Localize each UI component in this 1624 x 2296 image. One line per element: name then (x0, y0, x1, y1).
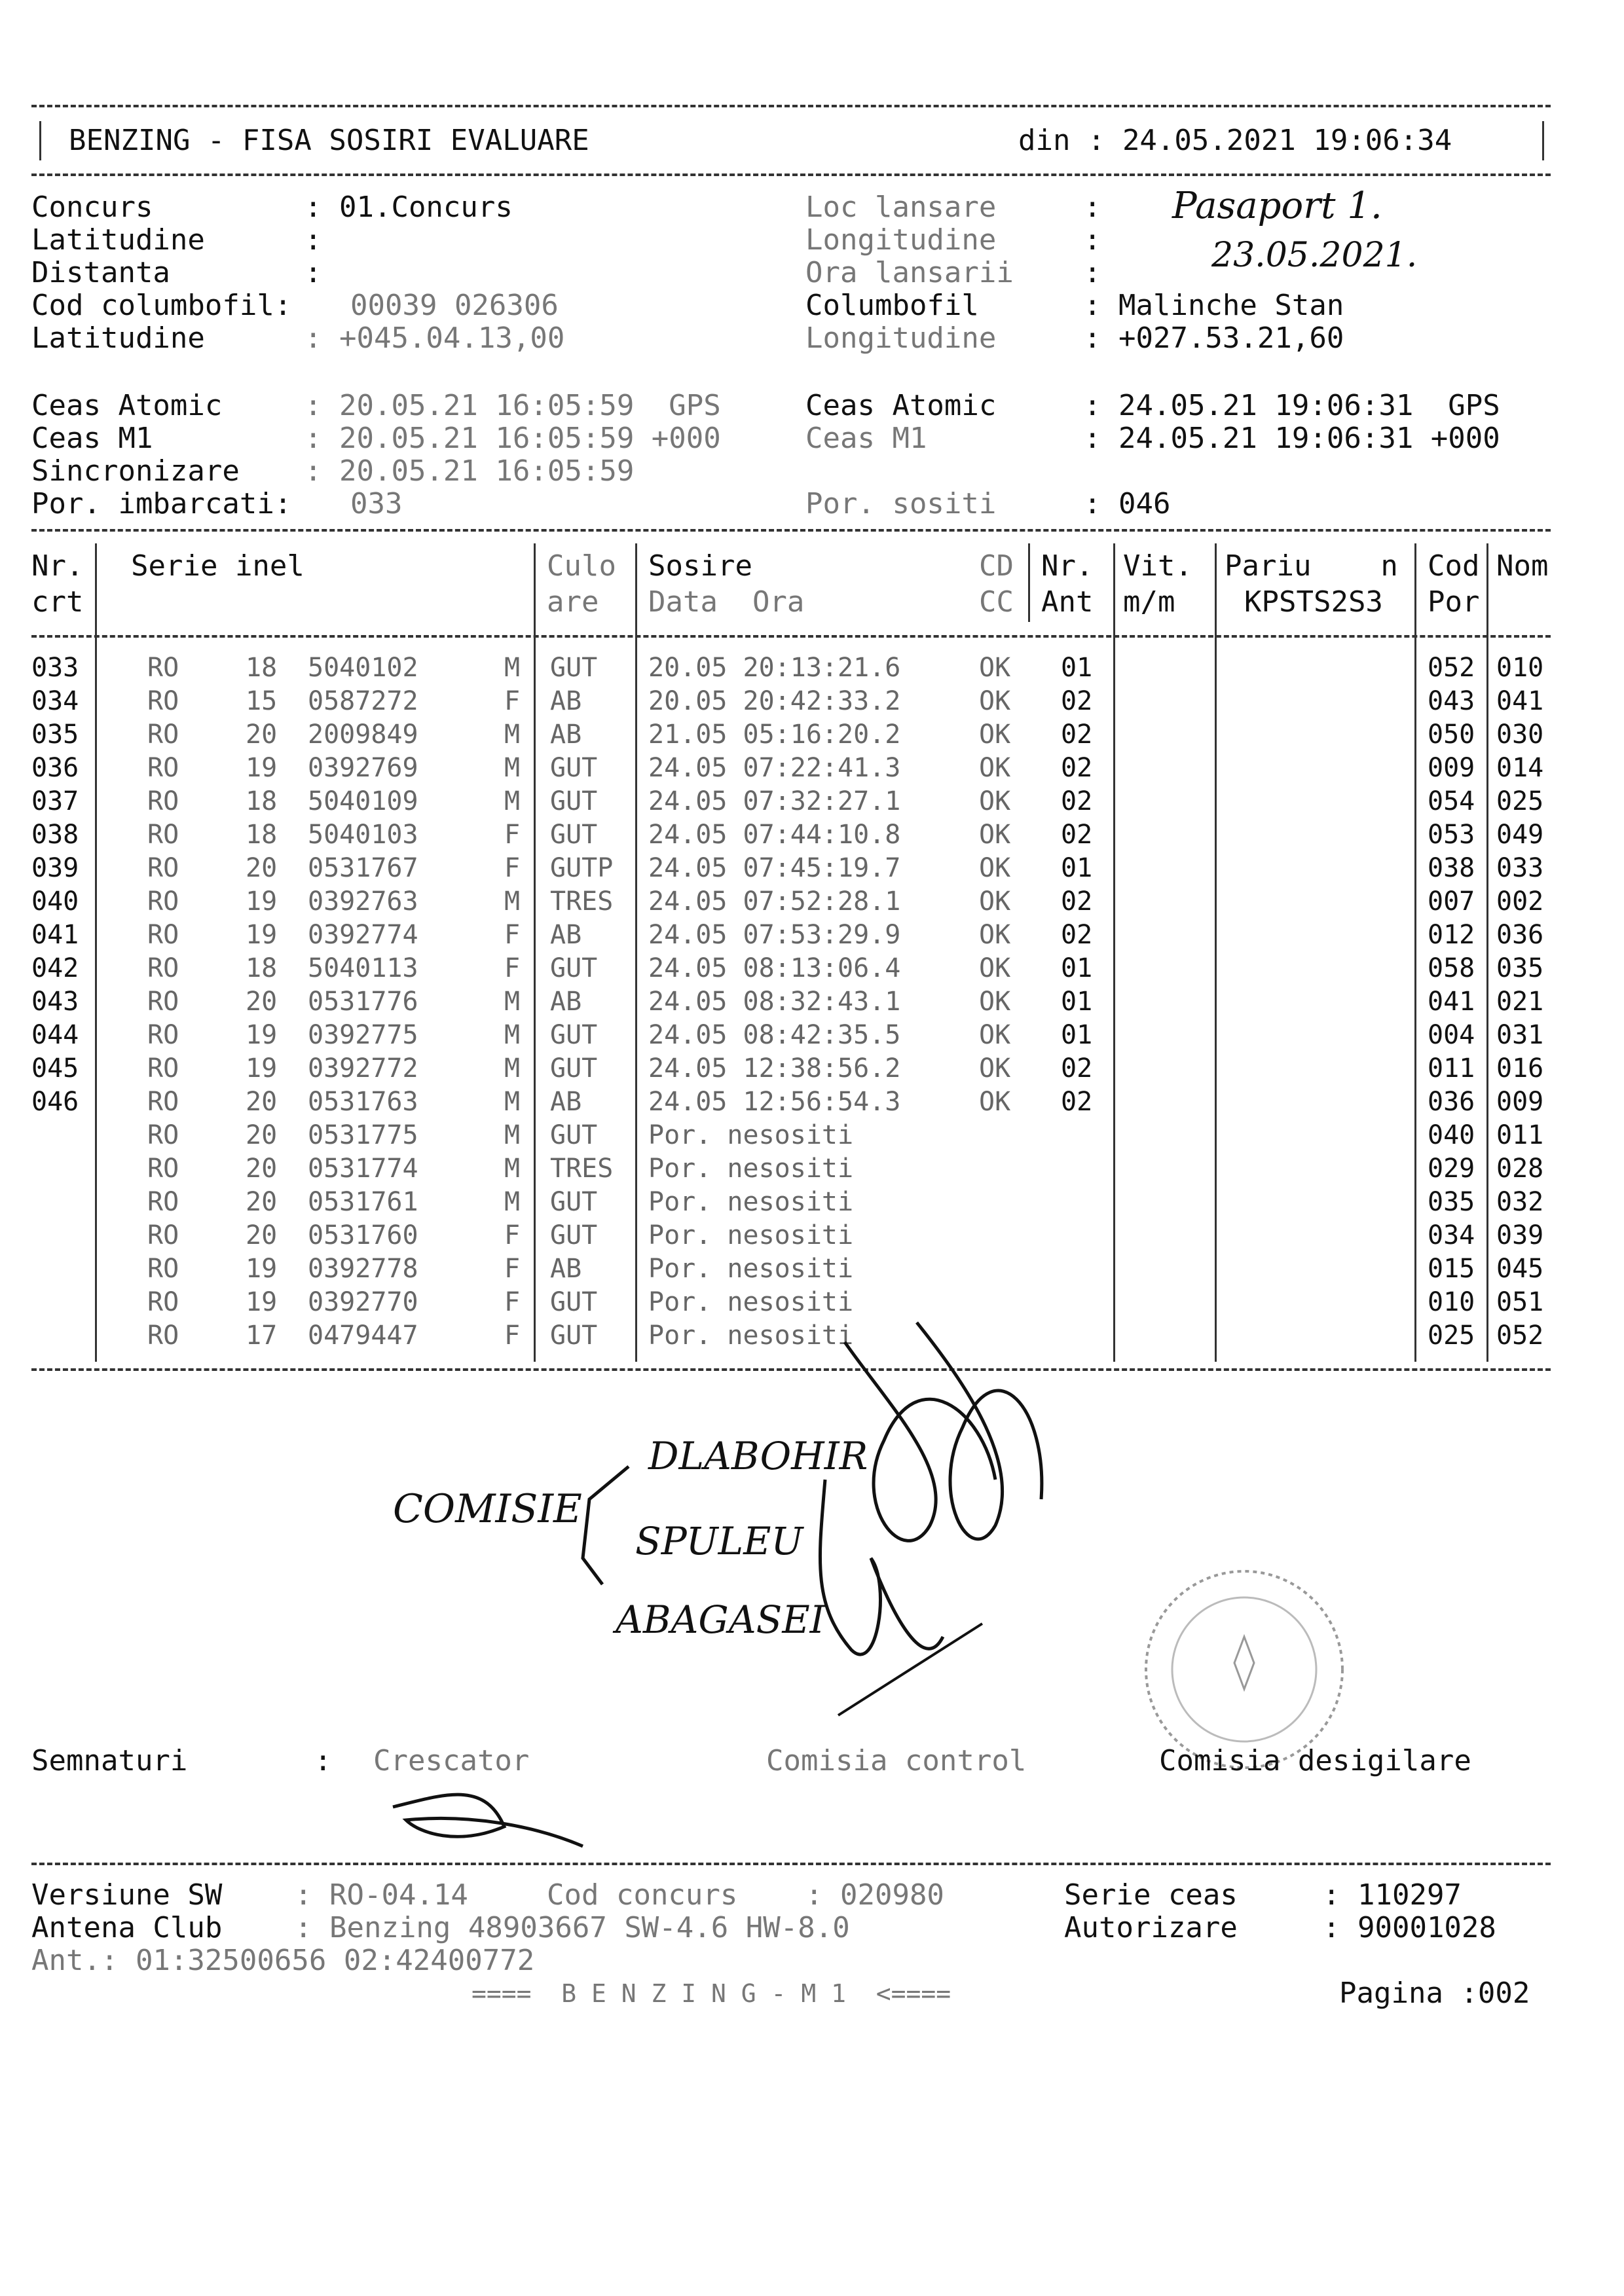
cell-nom: 035 (1496, 953, 1544, 983)
cell-cd: OK (979, 1020, 1011, 1050)
cell-crt: 036 (31, 753, 79, 783)
cell-sex: M (504, 886, 521, 917)
cell-nom: 028 (1496, 1154, 1544, 1184)
ceas-m1-end: : 24.05.21 19:06:31 +000 (1084, 422, 1500, 455)
cell-sosire: Por. nesositi (648, 1154, 854, 1184)
cell-nr-inel: 0531767 (308, 853, 418, 883)
cell-sosire: 24.05 07:32:27.1 (648, 786, 901, 816)
brand-line: ==== B E N Z I N G - M 1 <==== (471, 1979, 951, 2008)
cell-nr-inel: 0531776 (308, 987, 418, 1017)
cell-crt: 035 (31, 720, 79, 750)
autorizare-value: : 90001028 (1323, 1911, 1496, 1944)
cell-sosire: Por. nesositi (648, 1187, 854, 1217)
col-kpsts-header: KPSTS2S3 (1244, 585, 1383, 619)
handwritten-date-note: 23.05.2021. (1211, 236, 1418, 275)
cell-sex: M (504, 753, 521, 783)
latitudine-label: Latitudine (31, 223, 205, 257)
comisia-control-label: Comisia control (766, 1744, 1027, 1777)
cell-cd: OK (979, 653, 1011, 683)
cell-sex: M (504, 987, 521, 1017)
cell-ant: 01 (1061, 987, 1093, 1017)
cell-sosire: 24.05 07:45:19.7 (648, 853, 901, 883)
cell-sosire: 24.05 07:44:10.8 (648, 820, 901, 850)
page-number: Pagina :002 (1339, 1977, 1530, 2010)
cell-sosire: 24.05 07:53:29.9 (648, 920, 901, 950)
col-nom-header: Nom (1496, 549, 1549, 583)
cell-cod: 054 (1428, 786, 1475, 816)
sincronizare-label: Sincronizare (31, 454, 240, 488)
cell-culoare: GUT (550, 753, 598, 783)
col-sosire-header: Sosire (648, 549, 752, 583)
cell-sex: M (504, 1053, 521, 1084)
bracket-mark (583, 1467, 629, 1584)
cell-cod: 043 (1428, 686, 1475, 716)
cell-sosire: 24.05 08:13:06.4 (648, 953, 901, 983)
cell-crt: 040 (31, 886, 79, 917)
cell-sosire: 20.05 20:13:21.6 (648, 653, 901, 683)
signature-vertical (820, 1480, 943, 1654)
cell-ant: 01 (1061, 853, 1093, 883)
cell-tara: RO (147, 953, 179, 983)
cell-sex: F (504, 1321, 521, 1351)
cell-nr-inel: 5040109 (308, 786, 418, 816)
cell-sosire: 24.05 12:56:54.3 (648, 1087, 901, 1117)
cell-an: 19 (246, 1020, 278, 1050)
cell-culoare: GUT (550, 1120, 598, 1150)
cell-sosire: 24.05 12:38:56.2 (648, 1053, 901, 1084)
cell-nr-inel: 0392774 (308, 920, 418, 950)
cell-cod: 009 (1428, 753, 1475, 783)
cell-ant: 01 (1061, 953, 1093, 983)
cell-crt: 043 (31, 987, 79, 1017)
cell-an: 18 (246, 820, 278, 850)
col-culoare-header-2: are (547, 585, 599, 619)
loc-lansare-colon: : (1084, 191, 1101, 224)
cell-tara: RO (147, 1287, 179, 1317)
ceas-m1-label: Ceas M1 (31, 422, 153, 455)
cell-nom: 009 (1496, 1087, 1544, 1117)
cell-tara: RO (147, 920, 179, 950)
versiune-sw-value: : RO-04.14 (295, 1878, 468, 1912)
cell-crt: 039 (31, 853, 79, 883)
por-imbarcati-value: 033 (350, 487, 403, 520)
cell-nr-inel: 0531760 (308, 1220, 418, 1250)
document-title: BENZING - FISA SOSIRI EVALUARE (69, 124, 589, 157)
cell-nr-inel: 5040113 (308, 953, 418, 983)
cell-an: 20 (246, 1120, 278, 1150)
cell-ant: 02 (1061, 786, 1093, 816)
club-stamp (1113, 1558, 1375, 1774)
cell-nom: 041 (1496, 686, 1544, 716)
cell-nom: 030 (1496, 720, 1544, 750)
cell-cd: OK (979, 886, 1011, 917)
cell-an: 19 (246, 886, 278, 917)
cell-sex: F (504, 853, 521, 883)
cell-sosire: 21.05 05:16:20.2 (648, 720, 901, 750)
ceas-atomic-start: : 20.05.21 16:05:59 GPS (304, 389, 721, 422)
cell-crt: 034 (31, 686, 79, 716)
cell-sex: M (504, 786, 521, 816)
semnaturi-colon: : (314, 1744, 332, 1777)
cell-culoare: AB (550, 1254, 582, 1284)
cell-cod: 036 (1428, 1087, 1475, 1117)
cell-nr-inel: 0392763 (308, 886, 418, 917)
cell-an: 20 (246, 853, 278, 883)
concurs-value: : 01.Concurs (304, 191, 513, 224)
col-culoare-header: Culo (547, 549, 616, 583)
handwritten-loc-note: Pasaport 1. (1172, 185, 1382, 227)
antena-club-value: : Benzing 48903667 SW-4.6 HW-8.0 (295, 1911, 850, 1944)
cell-nom: 016 (1496, 1053, 1544, 1084)
cell-nom: 002 (1496, 886, 1544, 917)
cell-tara: RO (147, 1087, 179, 1117)
signature-loops (845, 1322, 1042, 1540)
ceas-m1-start: : 20.05.21 16:05:59 +000 (304, 422, 721, 455)
cell-cod: 038 (1428, 853, 1475, 883)
cell-tara: RO (147, 720, 179, 750)
cell-culoare: AB (550, 1087, 582, 1117)
cell-nr-inel: 0587272 (308, 686, 418, 716)
ceas-atomic-end: : 24.05.21 19:06:31 GPS (1084, 389, 1500, 422)
serie-ceas-value: : 110297 (1323, 1878, 1462, 1912)
cell-tara: RO (147, 686, 179, 716)
cell-an: 20 (246, 1187, 278, 1217)
cell-ant: 02 (1061, 886, 1093, 917)
por-imbarcati-label: Por. imbarcati: (31, 487, 292, 520)
cell-cod: 052 (1428, 653, 1475, 683)
cell-ant: 02 (1061, 720, 1093, 750)
longitudine-label-2: Longitudine (805, 321, 997, 355)
cell-nom: 010 (1496, 653, 1544, 683)
por-sositi-label: Por. sositi (805, 487, 997, 520)
cell-culoare: GUT (550, 1321, 598, 1351)
cell-cd: OK (979, 686, 1011, 716)
cell-nom: 051 (1496, 1287, 1544, 1317)
cell-nr-inel: 0479447 (308, 1321, 418, 1351)
cell-cod: 029 (1428, 1154, 1475, 1184)
cell-culoare: GUT (550, 1287, 598, 1317)
col-cc-header: CC (979, 585, 1014, 619)
cell-sosire: Por. nesositi (648, 1120, 854, 1150)
col-nr-ant-header: Nr. (1041, 549, 1094, 583)
ceas-m1-right-label: Ceas M1 (805, 422, 927, 455)
cell-cd: OK (979, 987, 1011, 1017)
cell-an: 18 (246, 953, 278, 983)
cell-crt: 038 (31, 820, 79, 850)
cell-an: 19 (246, 920, 278, 950)
cell-sex: M (504, 1087, 521, 1117)
col-cod-header: Cod (1428, 549, 1480, 583)
cell-nom: 049 (1496, 820, 1544, 850)
col-nr-header: Nr. (31, 549, 84, 583)
cell-cod: 004 (1428, 1020, 1475, 1050)
cell-ant: 02 (1061, 820, 1093, 850)
cell-culoare: GUT (550, 820, 598, 850)
cell-sex: M (504, 1120, 521, 1150)
cell-nom: 032 (1496, 1187, 1544, 1217)
comisia-desigilare-label: Comisia desigilare (1159, 1744, 1471, 1777)
col-pariu-header: Pariu n (1225, 549, 1398, 583)
cod-concurs-value: : 020980 (805, 1878, 944, 1912)
cell-culoare: GUT (550, 786, 598, 816)
cell-sosire: 20.05 20:42:33.2 (648, 686, 901, 716)
cell-an: 20 (246, 1087, 278, 1117)
cell-culoare: AB (550, 920, 582, 950)
cell-nom: 036 (1496, 920, 1544, 950)
col-mm-header: m/m (1123, 585, 1175, 619)
cell-cd: OK (979, 1087, 1011, 1117)
cell-nr-inel: 0531763 (308, 1087, 418, 1117)
latitudine-label-2: Latitudine (31, 321, 205, 355)
cell-tara: RO (147, 853, 179, 883)
cell-cod: 040 (1428, 1120, 1475, 1150)
cell-tara: RO (147, 786, 179, 816)
cell-nr-inel: 0531761 (308, 1187, 418, 1217)
cell-nr-inel: 0392772 (308, 1053, 418, 1084)
cell-sosire: 24.05 07:22:41.3 (648, 753, 901, 783)
ora-lansarii-colon: : (1084, 256, 1101, 289)
cell-nom: 033 (1496, 853, 1544, 883)
longitudine-colon: : (1084, 223, 1101, 257)
cell-culoare: TRES (550, 886, 614, 917)
cell-an: 20 (246, 1220, 278, 1250)
cell-cd: OK (979, 820, 1011, 850)
cell-cd: OK (979, 1053, 1011, 1084)
cell-cod: 058 (1428, 953, 1475, 983)
ceas-atomic-label: Ceas Atomic (31, 389, 223, 422)
distanta-label: Distanta (31, 256, 170, 289)
cell-nom: 021 (1496, 987, 1544, 1017)
cell-an: 17 (246, 1321, 278, 1351)
cell-nr-inel: 0392770 (308, 1287, 418, 1317)
cell-sosire: Por. nesositi (648, 1287, 854, 1317)
cod-concurs-label: Cod concurs (547, 1878, 738, 1912)
cell-sex: F (504, 1220, 521, 1250)
cell-culoare: GUT (550, 953, 598, 983)
cell-nom: 025 (1496, 786, 1544, 816)
cell-nom: 052 (1496, 1321, 1544, 1351)
cell-tara: RO (147, 1220, 179, 1250)
cell-an: 20 (246, 1154, 278, 1184)
cell-sex: M (504, 720, 521, 750)
distanta-value: : (304, 256, 322, 289)
concurs-label: Concurs (31, 191, 153, 224)
ceas-atomic-right-label: Ceas Atomic (805, 389, 997, 422)
cell-tara: RO (147, 886, 179, 917)
cell-cd: OK (979, 953, 1011, 983)
cell-cod: 034 (1428, 1220, 1475, 1250)
cell-crt: 033 (31, 653, 79, 683)
col-crt-header: crt (31, 585, 84, 619)
cell-cod: 041 (1428, 987, 1475, 1017)
cell-nr-inel: 5040102 (308, 653, 418, 683)
cell-culoare: AB (550, 686, 582, 716)
cell-tara: RO (147, 653, 179, 683)
antenna-ids: Ant.: 01:32500656 02:42400772 (31, 1944, 535, 1977)
cell-sex: M (504, 653, 521, 683)
cell-tara: RO (147, 1053, 179, 1084)
cell-cod: 053 (1428, 820, 1475, 850)
cell-ant: 02 (1061, 686, 1093, 716)
cell-sex: F (504, 1254, 521, 1284)
cell-sex: F (504, 820, 521, 850)
cell-crt: 041 (31, 920, 79, 950)
cell-culoare: GUT (550, 1220, 598, 1250)
cell-cod: 015 (1428, 1254, 1475, 1284)
cell-culoare: GUT (550, 1053, 598, 1084)
cell-tara: RO (147, 1254, 179, 1284)
cell-cod: 011 (1428, 1053, 1475, 1084)
ora-lansarii-label: Ora lansarii (805, 256, 1014, 289)
cell-crt: 042 (31, 953, 79, 983)
loc-lansare-label: Loc lansare (805, 191, 997, 224)
cell-nom: 011 (1496, 1120, 1544, 1150)
cell-an: 19 (246, 753, 278, 783)
versiune-sw-label: Versiune SW (31, 1878, 223, 1912)
handwritten-name-3: ABAGASEI (616, 1597, 825, 1642)
col-serie-header: Serie inel (131, 549, 304, 583)
cell-an: 20 (246, 987, 278, 1017)
cell-crt: 044 (31, 1020, 79, 1050)
cell-tara: RO (147, 987, 179, 1017)
cell-tara: RO (147, 1187, 179, 1217)
cell-culoare: GUT (550, 1187, 598, 1217)
cell-nom: 039 (1496, 1220, 1544, 1250)
crescator-label: Crescator (373, 1744, 530, 1777)
cell-culoare: TRES (550, 1154, 614, 1184)
col-cd-header: CD (979, 549, 1014, 583)
cell-tara: RO (147, 1154, 179, 1184)
cell-an: 18 (246, 653, 278, 683)
cell-an: 19 (246, 1053, 278, 1084)
cell-crt: 046 (31, 1087, 79, 1117)
cell-sosire: Por. nesositi (648, 1321, 854, 1351)
cell-an: 18 (246, 786, 278, 816)
cell-an: 20 (246, 720, 278, 750)
cell-nr-inel: 0531774 (308, 1154, 418, 1184)
col-data-ora-header: Data Ora (648, 585, 805, 619)
cell-sex: F (504, 920, 521, 950)
cell-sex: M (504, 1187, 521, 1217)
handwritten-name-2: SPULEU (635, 1519, 803, 1563)
cell-sosire: Por. nesositi (648, 1220, 854, 1250)
cell-an: 19 (246, 1254, 278, 1284)
cell-an: 15 (246, 686, 278, 716)
cell-crt: 045 (31, 1053, 79, 1084)
crescator-signature (393, 1795, 583, 1846)
report-datetime: din : 24.05.2021 19:06:34 (1018, 124, 1452, 157)
cell-ant: 01 (1061, 1020, 1093, 1050)
cell-sex: M (504, 1020, 521, 1050)
cell-nr-inel: 5040103 (308, 820, 418, 850)
col-vit-header: Vit. (1123, 549, 1192, 583)
col-por-header: Por (1428, 585, 1480, 619)
cell-cod: 035 (1428, 1187, 1475, 1217)
cell-tara: RO (147, 1020, 179, 1050)
cell-sex: F (504, 1287, 521, 1317)
cell-nr-inel: 0392775 (308, 1020, 418, 1050)
cell-sosire: 24.05 07:52:28.1 (648, 886, 901, 917)
latitudine-value-2: : +045.04.13,00 (304, 321, 565, 355)
cell-sex: F (504, 686, 521, 716)
cell-cd: OK (979, 853, 1011, 883)
cell-nr-inel: 2009849 (308, 720, 418, 750)
antena-club-label: Antena Club (31, 1911, 223, 1944)
longitudine-value-2: : +027.53.21,60 (1084, 321, 1344, 355)
sincronizare-value: : 20.05.21 16:05:59 (304, 454, 635, 488)
handwritten-name-1: DLABOHIR (648, 1434, 868, 1478)
cell-sex: F (504, 953, 521, 983)
cell-cd: OK (979, 786, 1011, 816)
por-sositi-value: : 046 (1084, 487, 1171, 520)
cell-cod: 007 (1428, 886, 1475, 917)
cell-tara: RO (147, 1321, 179, 1351)
cell-culoare: GUT (550, 653, 598, 683)
latitudine-value: : (304, 223, 322, 257)
handwritten-comisie: COMISIE (393, 1486, 582, 1532)
cell-cod: 025 (1428, 1321, 1475, 1351)
cell-ant: 02 (1061, 1053, 1093, 1084)
cell-sosire: Por. nesositi (648, 1254, 854, 1284)
cell-sosire: 24.05 08:32:43.1 (648, 987, 901, 1017)
cell-ant: 02 (1061, 1087, 1093, 1117)
cell-cod: 050 (1428, 720, 1475, 750)
cell-ant: 01 (1061, 653, 1093, 683)
cell-cod: 010 (1428, 1287, 1475, 1317)
semnaturi-label: Semnaturi (31, 1744, 188, 1777)
cod-columbofil-label: Cod columbofil: (31, 289, 292, 322)
cell-tara: RO (147, 820, 179, 850)
autorizare-label: Autorizare (1064, 1911, 1238, 1944)
cell-nom: 045 (1496, 1254, 1544, 1284)
cell-nr-inel: 0392778 (308, 1254, 418, 1284)
cell-an: 19 (246, 1287, 278, 1317)
cell-ant: 02 (1061, 753, 1093, 783)
cell-crt: 037 (31, 786, 79, 816)
columbofil-value: : Malinche Stan (1084, 289, 1344, 322)
cell-nom: 031 (1496, 1020, 1544, 1050)
cell-nr-inel: 0392769 (308, 753, 418, 783)
cell-tara: RO (147, 1120, 179, 1150)
cell-culoare: AB (550, 987, 582, 1017)
cod-columbofil-value: 00039 026306 (350, 289, 559, 322)
cell-cd: OK (979, 753, 1011, 783)
cell-cd: OK (979, 720, 1011, 750)
cell-culoare: AB (550, 720, 582, 750)
cell-sosire: 24.05 08:42:35.5 (648, 1020, 901, 1050)
footer-dash (31, 1863, 1551, 1865)
cell-sex: M (504, 1154, 521, 1184)
cell-cod: 012 (1428, 920, 1475, 950)
serie-ceas-label: Serie ceas (1064, 1878, 1238, 1912)
longitudine-label: Longitudine (805, 223, 997, 257)
cell-culoare: GUTP (550, 853, 614, 883)
cell-ant: 02 (1061, 920, 1093, 950)
columbofil-label: Columbofil (805, 289, 979, 322)
col-ant-header: Ant (1041, 585, 1094, 619)
cell-nr-inel: 0531775 (308, 1120, 418, 1150)
cell-cd: OK (979, 920, 1011, 950)
cell-nom: 014 (1496, 753, 1544, 783)
cell-culoare: GUT (550, 1020, 598, 1050)
cell-tara: RO (147, 753, 179, 783)
